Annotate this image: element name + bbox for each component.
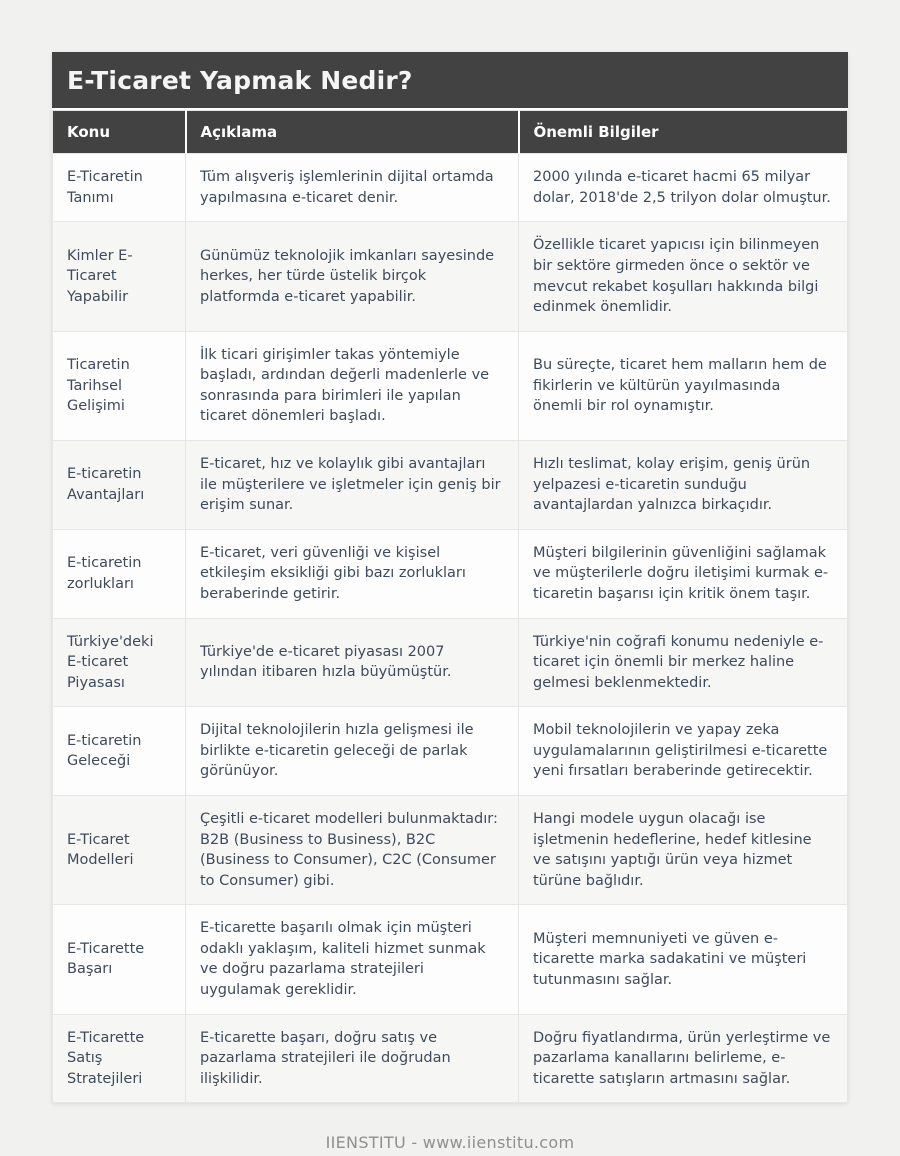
- cell-onemli-bilgiler: Doğru fiyatlandırma, ürün yerleştirme ve pazarlama kanallarını belirleme, e-ticarette satışların artmasını sağlar.: [519, 1014, 848, 1103]
- table-row: [53, 707, 848, 796]
- cell-konu: Kimler E-Ticaret Yapabilir: [53, 222, 186, 331]
- cell-konu: E-ticaretin Avantajları: [53, 441, 186, 530]
- cell-aciklama: İlk ticari girişimler takas yöntemiyle başladı, ardından değerli madenlerle ve sonrasında para birimleri ile yapılan ticaret dönemleri başladı.: [186, 331, 519, 440]
- cell-onemli-bilgiler: Hızlı teslimat, kolay erişim, geniş ürün yelpazesi e-ticaretin sunduğu avantajlardan yalnızca birkaçıdır.: [519, 441, 848, 530]
- table-row: [53, 222, 848, 331]
- cell-aciklama: Günümüz teknolojik imkanları sayesinde herkes, her türde üstelik birçok platformda e-ticaret yapabilir.: [186, 222, 519, 331]
- cell-onemli-bilgiler: Hangi modele uygun olacağı ise işletmenin hedeflerine, hedef kitlesine ve satışını yaptığı ürün veya hizmet türüne bağlıdır.: [519, 795, 848, 904]
- content-card: [52, 52, 848, 1103]
- table-row: [53, 529, 848, 618]
- table-row: [53, 905, 848, 1014]
- cell-onemli-bilgiler: Mobil teknolojilerin ve yapay zeka uygulamalarının geliştirilmesi e-ticarette yeni fırsatları beraberinde getirecektir.: [519, 707, 848, 796]
- header-row: [53, 111, 848, 154]
- table-row: [53, 795, 848, 904]
- cell-onemli-bilgiler: Müşteri bilgilerinin güvenliğini sağlamak ve müşterilerle doğru iletişimi kurmak e-ticaretin başarısı için kritik önem taşır.: [519, 529, 848, 618]
- cell-konu: E-Ticaretin Tanımı: [53, 154, 186, 222]
- cell-aciklama: Türkiye'de e-ticaret piyasası 2007 yılından itibaren hızla büyümüştür.: [186, 618, 519, 707]
- cell-onemli-bilgiler: 2000 yılında e-ticaret hacmi 65 milyar dolar, 2018'de 2,5 trilyon dolar olmuştur.: [519, 154, 848, 222]
- table-row: [53, 154, 848, 222]
- cell-onemli-bilgiler: Türkiye'nin coğrafi konumu nedeniyle e-ticaret için önemli bir merkez haline gelmesi beklenmektedir.: [519, 618, 848, 707]
- cell-konu: E-Ticarette Satış Stratejileri: [53, 1014, 186, 1103]
- cell-aciklama: Tüm alışveriş işlemlerinin dijital ortamda yapılmasına e-ticaret denir.: [186, 154, 519, 222]
- page-title: E-Ticaret Yapmak Nedir?: [67, 66, 413, 95]
- table-row: [53, 441, 848, 530]
- cell-aciklama: E-ticarette başarı, doğru satış ve pazarlama stratejileri ile doğrudan ilişkilidir.: [186, 1014, 519, 1103]
- cell-onemli-bilgiler: Bu süreçte, ticaret hem malların hem de fikirlerin ve kültürün yayılmasında önemli bir rol oynamıştır.: [519, 331, 848, 440]
- column-header-onemli-bilgiler: Önemli Bilgiler: [519, 111, 848, 154]
- title-bar: [52, 52, 848, 108]
- table-row: [53, 618, 848, 707]
- footer-credit: IIENSTITU - www.iienstitu.com: [325, 1133, 575, 1153]
- cell-aciklama: E-ticaret, hız ve kolaylık gibi avantajları ile müşterilere ve işletmeler için geniş bir erişim sunar.: [186, 441, 519, 530]
- cell-onemli-bilgiler: Müşteri memnuniyeti ve güven e-ticarette marka sadakatini ve müşteri tutunmasını sağlar.: [519, 905, 848, 1014]
- table-row: [53, 331, 848, 440]
- cell-konu: E-ticaretin Geleceği: [53, 707, 186, 796]
- cell-aciklama: Çeşitli e-ticaret modelleri bulunmaktadır: B2B (Business to Business), B2C (Business to Consumer), C2C (Consumer to Consumer) gibi.: [186, 795, 519, 904]
- column-header-aciklama: Açıklama: [186, 111, 519, 154]
- cell-aciklama: E-ticaret, veri güvenliği ve kişisel etkileşim eksikliği gibi bazı zorlukları beraberinde getirir.: [186, 529, 519, 618]
- cell-konu: E-ticaretin zorlukları: [53, 529, 186, 618]
- info-table: [52, 110, 848, 1103]
- cell-aciklama: Dijital teknolojilerin hızla gelişmesi ile birlikte e-ticaretin geleceği de parlak görünüyor.: [186, 707, 519, 796]
- cell-konu: E-Ticaret Modelleri: [53, 795, 186, 904]
- cell-konu: E-Ticarette Başarı: [53, 905, 186, 1014]
- cell-konu: Türkiye'deki E-ticaret Piyasası: [53, 618, 186, 707]
- cell-onemli-bilgiler: Özellikle ticaret yapıcısı için bilinmeyen bir sektöre girmeden önce o sektör ve mevcut rekabet koşulları hakkında bilgi edinmek önemlidir.: [519, 222, 848, 331]
- cell-konu: Ticaretin Tarihsel Gelişimi: [53, 331, 186, 440]
- table-row: [53, 1014, 848, 1103]
- column-header-konu: Konu: [53, 111, 186, 154]
- cell-aciklama: E-ticarette başarılı olmak için müşteri odaklı yaklaşım, kaliteli hizmet sunmak ve doğru pazarlama stratejileri uygulamak gereklidir.: [186, 905, 519, 1014]
